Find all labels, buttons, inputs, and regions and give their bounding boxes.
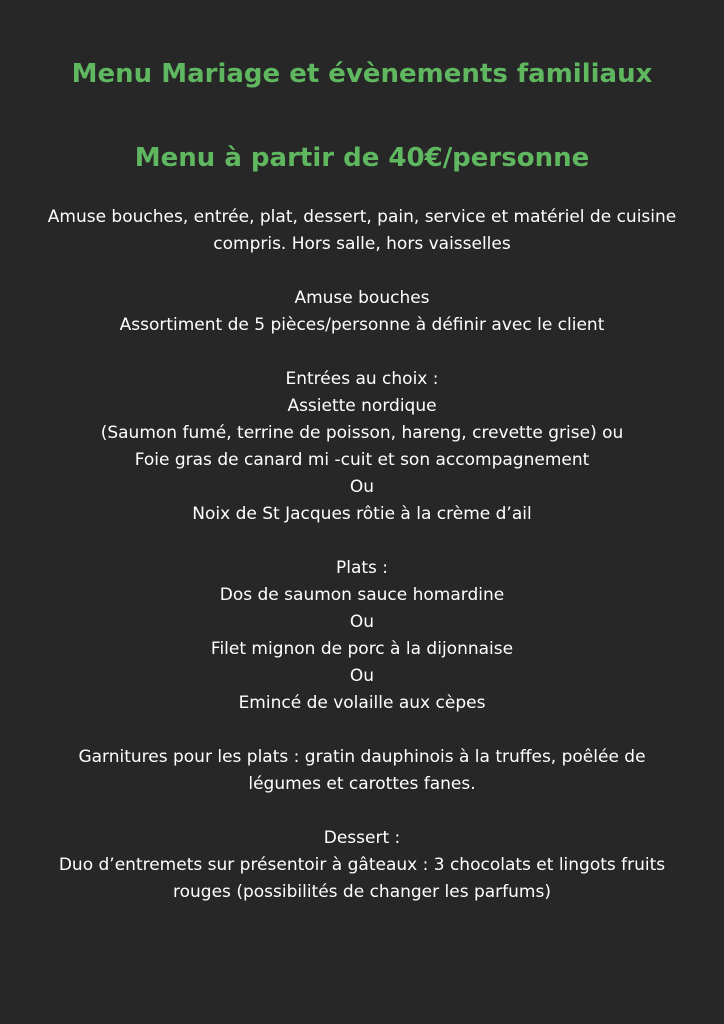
intro-line-2: compris. Hors salle, hors vaisselles — [213, 234, 511, 254]
spacer — [0, 798, 724, 825]
intro-section — [0, 204, 724, 258]
spacer — [0, 528, 724, 555]
garnitures-section — [0, 744, 724, 798]
entree-option-2: Foie gras de canard mi -cuit et son accompagnement — [134, 450, 590, 470]
entree-option-1-detail: (Saumon fumé, terrine de poisson, hareng, crevette grise) ou — [100, 423, 624, 443]
plat-option-1: Dos de saumon sauce homardine — [219, 585, 505, 605]
menu-body — [0, 204, 724, 906]
plats-section — [0, 555, 724, 717]
amuse-description: Assortiment de 5 pièces/personne à définir avec le client — [119, 315, 605, 335]
intro-line-1: Amuse bouches, entrée, plat, dessert, pain, service et matériel de cuisine — [47, 207, 677, 227]
dessert-line-1: Duo d’entremets sur présentoir à gâteaux : 3 chocolats et lingots fruits — [58, 855, 666, 875]
dessert-heading: Dessert : — [323, 828, 401, 848]
entrees-heading: Entrées au choix : — [285, 369, 439, 389]
dessert-line-2: rouges (possibilités de changer les parfums) — [173, 882, 551, 902]
entrees-section — [0, 366, 724, 528]
spacer — [0, 258, 724, 285]
plat-option-2: Filet mignon de porc à la dijonnaise — [210, 639, 514, 659]
entree-option-3: Noix de St Jacques rôtie à la crème d’ail — [192, 504, 532, 524]
price-heading: Menu à partir de 40€/personne — [134, 143, 590, 173]
dessert-section — [0, 825, 724, 906]
plat-or-2: Ou — [349, 666, 375, 686]
amuse-heading: Amuse bouches — [294, 288, 430, 308]
plat-option-3: Emincé de volaille aux cèpes — [238, 693, 486, 713]
garnitures-line-2: légumes et carottes fanes. — [248, 774, 476, 794]
page-title: Menu Mariage et évènements familiaux — [71, 59, 653, 89]
amuse-section — [0, 285, 724, 339]
entree-option-1: Assiette nordique — [287, 396, 437, 416]
plats-heading: Plats : — [335, 558, 389, 578]
spacer — [0, 717, 724, 744]
spacer — [0, 339, 724, 366]
plat-or-1: Ou — [349, 612, 375, 632]
garnitures-line-1: Garnitures pour les plats : gratin dauphinois à la truffes, poêlée de — [78, 747, 646, 767]
entree-or: Ou — [349, 477, 375, 497]
